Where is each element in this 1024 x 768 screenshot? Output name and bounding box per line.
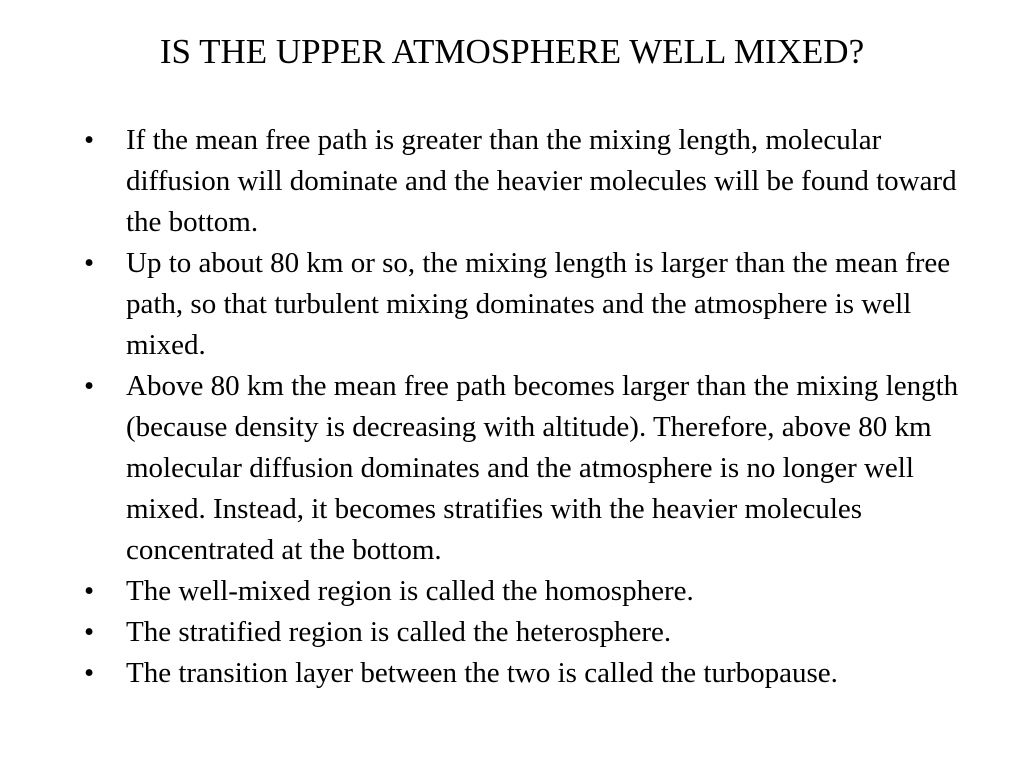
bullet-text: If the mean free path is greater than the mixing length, molecular diffusion will dominate and the heavier molecules will be found toward the bottom. xyxy=(126,124,957,238)
bullet-marker: • xyxy=(84,370,95,402)
bullet-text: The well-mixed region is called the homosphere. xyxy=(126,575,694,607)
bullet-item-below-80km xyxy=(84,243,984,366)
bullet-item-mean-free-path xyxy=(84,120,984,243)
bullet-marker: • xyxy=(84,124,95,156)
bullet-text: Above 80 km the mean free path becomes larger than the mixing length (because density is decreasing with altitude). Therefore, above 80 km molecular diffusion dominates and the atmosphere is no longer well mixed. Instead, it becomes stratifies with the heavier molecules concentrated at the bottom. xyxy=(126,370,959,566)
bullet-item-above-80km xyxy=(84,366,984,571)
bullet-item-homosphere xyxy=(84,571,984,612)
bullet-marker: • xyxy=(84,616,95,648)
bullet-marker: • xyxy=(84,657,95,689)
bullet-list xyxy=(84,120,984,694)
bullet-text: The stratified region is called the heterosphere. xyxy=(126,616,672,648)
bullet-text: The transition layer between the two is called the turbopause. xyxy=(126,657,838,689)
slide-title: IS THE UPPER ATMOSPHERE WELL MIXED? xyxy=(159,32,865,71)
bullet-item-heterosphere xyxy=(84,612,984,653)
bullet-marker: • xyxy=(84,575,95,607)
bullet-text: Up to about 80 km or so, the mixing length is larger than the mean free path, so that turbulent mixing dominates and the atmosphere is well mixed. xyxy=(126,247,951,361)
bullet-item-turbopause xyxy=(84,653,984,694)
bullet-marker: • xyxy=(84,247,95,279)
